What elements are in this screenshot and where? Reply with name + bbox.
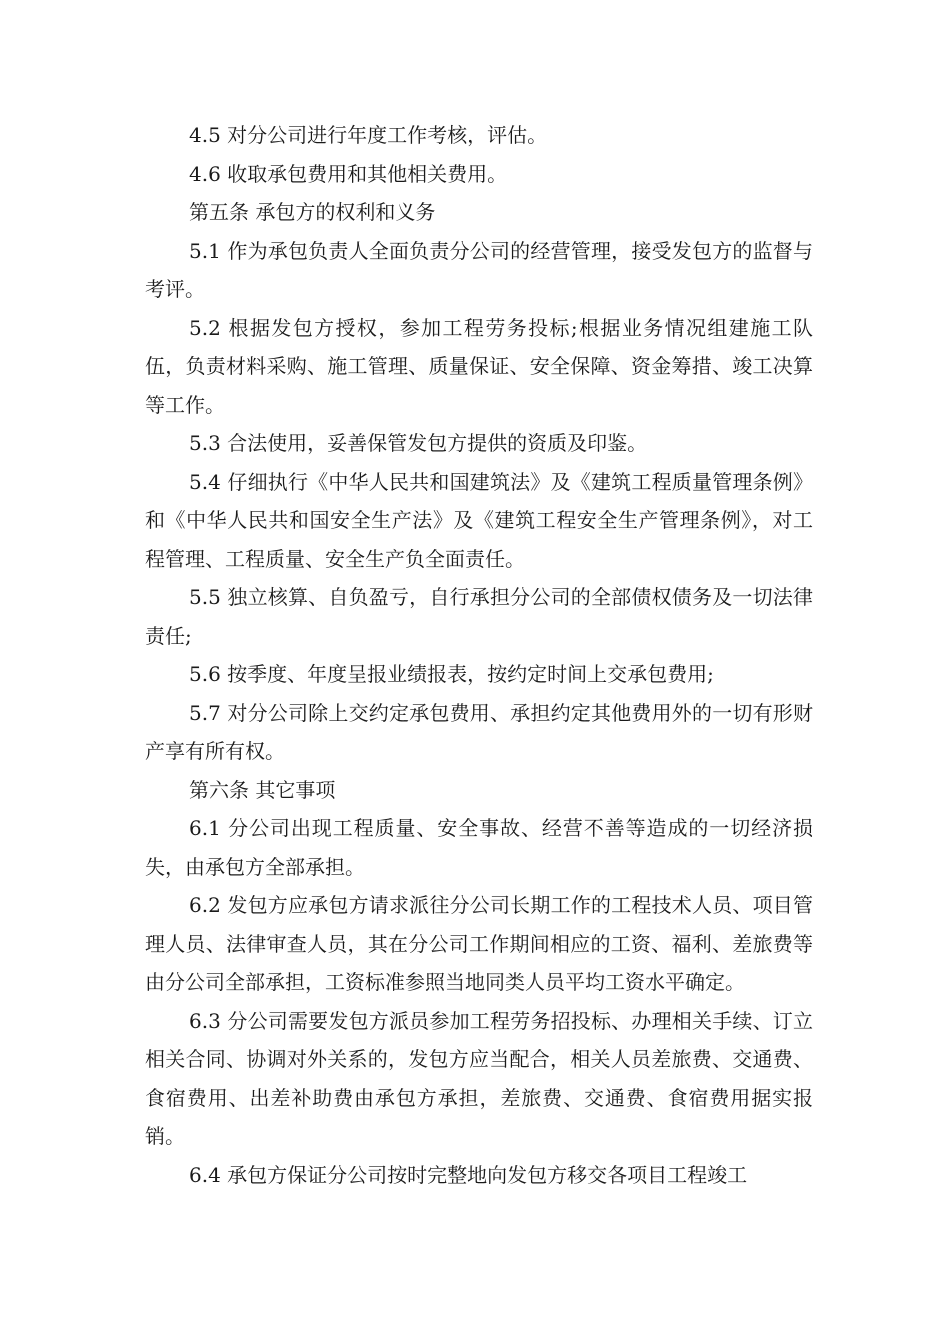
clause-5-3: 5.3 合法使用，妥善保管发包方提供的资质及印鉴。 bbox=[189, 431, 648, 455]
document-page bbox=[145, 116, 813, 1194]
article-5-heading: 第五条 承包方的权利和义务 bbox=[189, 200, 436, 224]
clause-5-7: 5.7 对分公司除上交约定承包费用、承担约定其他费用外的一切有形财产享有所有权。 bbox=[145, 700, 813, 763]
clause-6-2: 6.2 发包方应承包方请求派往分公司长期工作的工程技术人员、项目管理人员、法律审查人员，其在分公司工作期间相应的工资、福利、差旅费等由分公司全部承担，工资标准参照当地同类人员平均工资水平确定。 bbox=[145, 893, 813, 994]
clause-5-4: 5.4 仔细执行《中华人民共和国建筑法》及《建筑工程质量管理条例》和《中华人民共和国安全生产法》及《建筑工程安全生产管理条例》，对工程管理、工程质量、安全生产负全面责任。 bbox=[145, 469, 813, 571]
clause-4-5: 4.5 对分公司进行年度工作考核，评估。 bbox=[189, 123, 548, 147]
clause-6-4: 6.4 承包方保证分公司按时完整地向发包方移交各项目工程竣工 bbox=[189, 1162, 748, 1187]
clause-5-1: 5.1 作为承包负责人全面负责分公司的经营管理，接受发包方的监督与考评。 bbox=[145, 238, 813, 301]
clause-5-2: 5.2 根据发包方授权，参加工程劳务投标;根据业务情况组建施工队伍，负责材料采购、施工管理、质量保证、安全保障、资金筹措、竣工决算等工作。 bbox=[145, 315, 813, 417]
clause-5-6: 5.6 按季度、年度呈报业绩报表，按约定时间上交承包费用; bbox=[189, 662, 714, 686]
clause-6-1: 6.1 分公司出现工程质量、安全事故、经营不善等造成的一切经济损失，由承包方全部承担。 bbox=[145, 816, 813, 879]
clause-5-5: 5.5 独立核算、自负盈亏，自行承担分公司的全部债权债务及一切法律责任; bbox=[145, 585, 813, 648]
clause-6-3: 6.3 分公司需要发包方派员参加工程劳务招投标、办理相关手续、订立相关合同、协调对外关系的，发包方应当配合，相关人员差旅费、交通费、食宿费用、出差补助费由承包方承担，差旅费、交通费、食宿费用据实报销。 bbox=[145, 1008, 813, 1148]
clause-4-6: 4.6 收取承包费用和其他相关费用。 bbox=[189, 161, 508, 186]
article-6-heading: 第六条 其它事项 bbox=[189, 777, 336, 802]
